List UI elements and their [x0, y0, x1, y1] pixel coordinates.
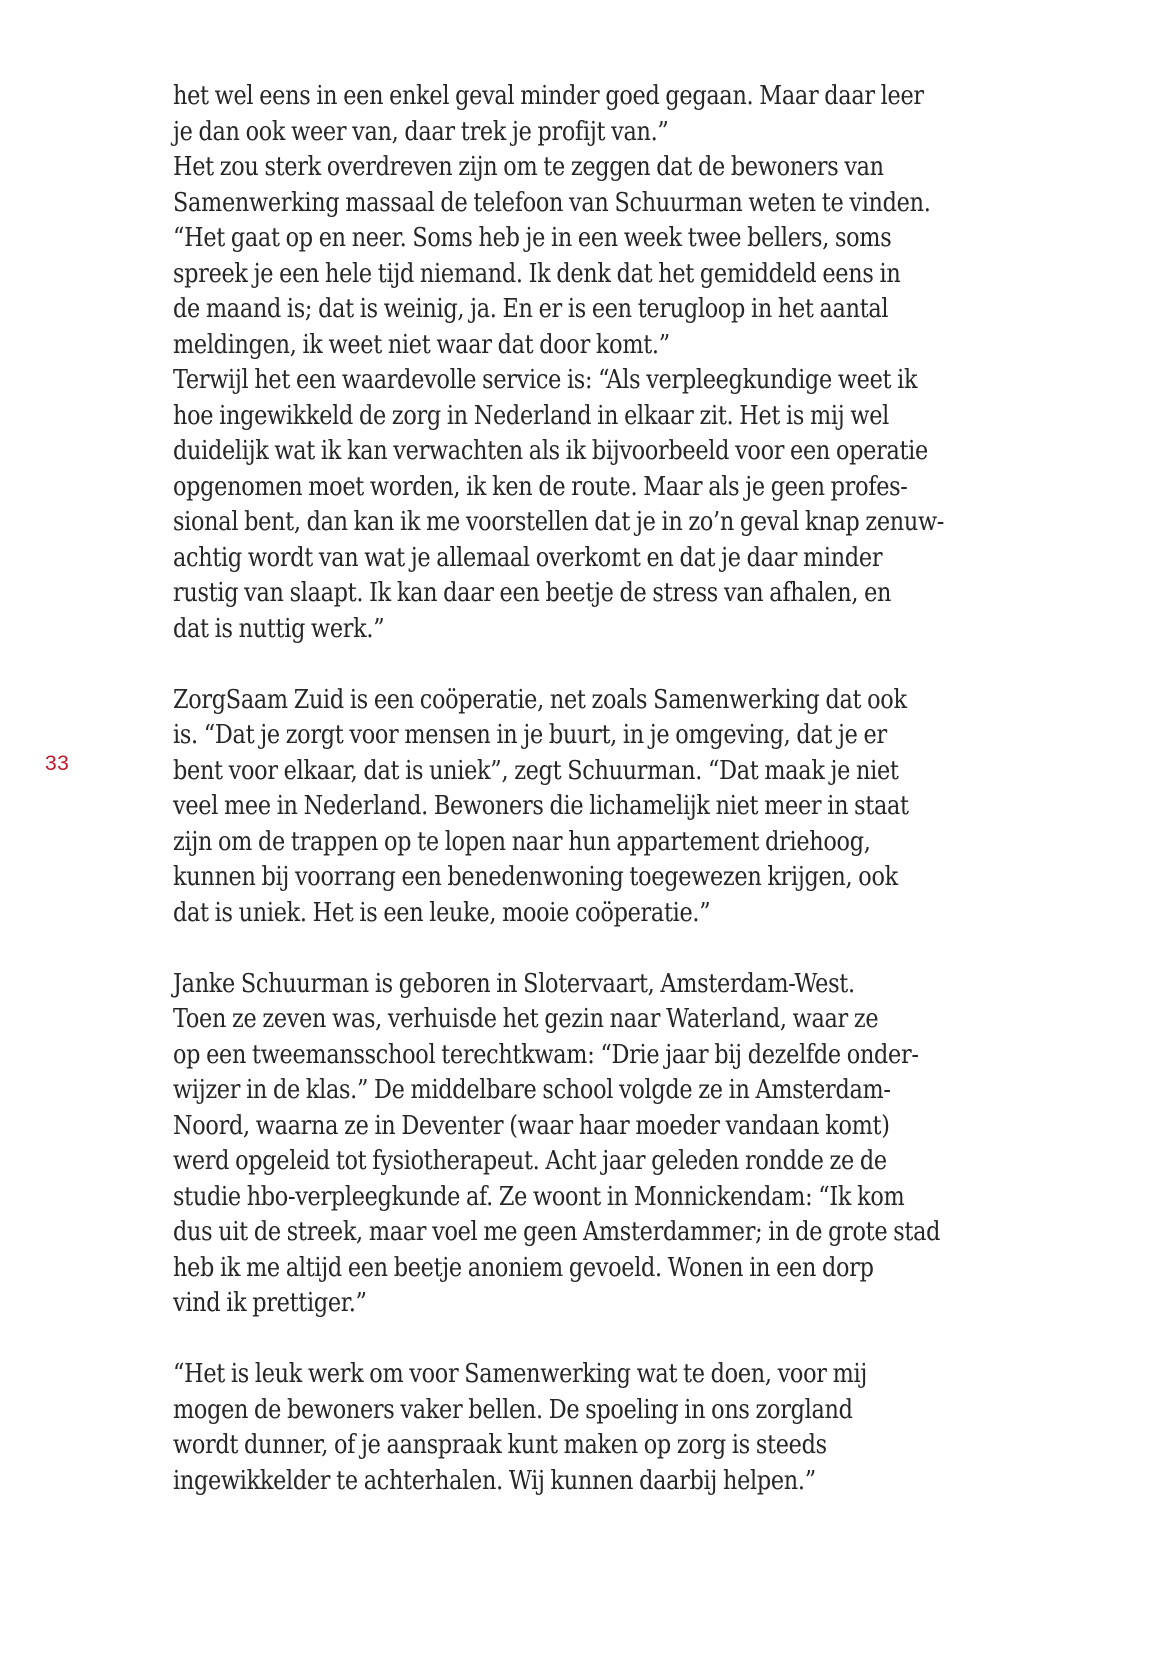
- text-line: rustig van slaapt. Ik kan daar een beetje de stress van afhalen, en: [173, 578, 892, 608]
- text-line: “Het gaat op en neer. Soms heb je in een week twee bellers, soms: [173, 223, 892, 253]
- text-line: mogen de bewoners vaker bellen. De spoeling in ons zorgland: [173, 1394, 853, 1425]
- text-line: Terwijl het een waardevolle service is: “Als verpleegkundige weet ik: [173, 365, 918, 395]
- text-line: het wel eens in een enkel geval minder goed gegaan. Maar daar leer: [173, 81, 924, 111]
- text-line: op een tweemansschool terechtkwam: “Drie jaar bij dezelfde onder-: [173, 1039, 919, 1070]
- text-line: werd opgeleid tot fysiotherapeut. Acht jaar geleden rondde ze de: [173, 1146, 887, 1176]
- text-line: zijn om de trappen op te lopen naar hun appartement driehoog,: [173, 826, 871, 857]
- text-line: bent voor elkaar, dat is uniek”, zegt Schuurman. “Dat maak je niet: [173, 755, 899, 786]
- paragraph-cooperative: [173, 683, 1073, 932]
- text-line: de maand is; dat is weinig, ja. En er is een terugloop in het aantal: [173, 294, 889, 324]
- paragraph-closing-quote: [173, 1357, 1073, 1499]
- text-line: duidelijk wat ik kan verwachten als ik bijvoorbeeld voor een operatie: [173, 436, 928, 466]
- text-line: veel mee in Nederland. Bewoners die lichamelijk niet meer in staat: [173, 791, 909, 821]
- text-line: vind ik prettiger.”: [173, 1288, 367, 1318]
- text-line: heb ik me altijd een beetje anoniem gevoeld. Wonen in een dorp: [173, 1252, 874, 1283]
- text-line: dat is nuttig werk.”: [173, 613, 385, 644]
- text-line: Janke Schuurman is geboren in Slotervaart, Amsterdam-West.: [173, 968, 855, 999]
- text-line: Het zou sterk overdreven zijn om te zeggen dat de bewoners van: [173, 152, 884, 182]
- text-line: ingewikkelder te achterhalen. Wij kunnen daarbij helpen.”: [173, 1465, 816, 1496]
- text-line: is. “Dat je zorgt voor mensen in je buurt, in je omgeving, dat je er: [173, 720, 887, 750]
- text-line: spreek je een hele tijd niemand. Ik denk dat het gemiddeld eens in: [173, 258, 901, 289]
- text-line: Samenwerking massaal de telefoon van Schuurman weten te vinden.: [173, 187, 931, 218]
- paragraph-valuable-service: [173, 363, 1073, 647]
- text-line: ZorgSaam Zuid is een coöperatie, net zoals Samenwerking dat ook: [173, 684, 907, 715]
- text-line: hoe ingewikkeld de zorg in Nederland in elkaar zit. Het is mij wel: [173, 400, 889, 431]
- text-line: meldingen, ik weet niet waar dat door komt.”: [173, 329, 670, 360]
- article-body: [173, 79, 1073, 1499]
- page-number: 33: [45, 752, 70, 775]
- text-line: “Het is leuk werk om voor Samenwerking wat te doen, voor mij: [173, 1359, 867, 1389]
- text-line: studie hbo-verpleegkunde af. Ze woont in Monnickendam: “Ik kom: [173, 1181, 905, 1212]
- text-line: wordt dunner, of je aanspraak kunt maken op zorg is steeds: [173, 1430, 827, 1460]
- text-line: dat is uniek. Het is een leuke, mooie coöperatie.”: [173, 897, 711, 928]
- text-line: dus uit de streek, maar voel me geen Amsterdammer; in de grote stad: [173, 1217, 941, 1247]
- text-line: achtig wordt van wat je allemaal overkomt en dat je daar minder: [173, 542, 883, 573]
- paragraph-telephone: [173, 150, 1073, 363]
- text-line: opgenomen moet worden, ik ken de route. Maar als je geen profes-: [173, 471, 908, 502]
- text-line: Noord, waarna ze in Deventer (waar haar moeder vandaan komt): [173, 1110, 890, 1141]
- text-line: Toen ze zeven was, verhuisde het gezin naar Waterland, waar ze: [173, 1004, 879, 1034]
- text-line: wijzer in de klas.” De middelbare school volgde ze in Amsterdam-: [173, 1075, 891, 1105]
- paragraph-continuation: [173, 79, 1073, 150]
- text-line: kunnen bij voorrang een benedenwoning toegewezen krijgen, ook: [173, 862, 898, 892]
- text-line: je dan ook weer van, daar trek je profijt van.”: [173, 116, 669, 147]
- paragraph-biography: [173, 967, 1073, 1322]
- text-line: sional bent, dan kan ik me voorstellen dat je in zo’n geval knap zenuw-: [173, 507, 945, 537]
